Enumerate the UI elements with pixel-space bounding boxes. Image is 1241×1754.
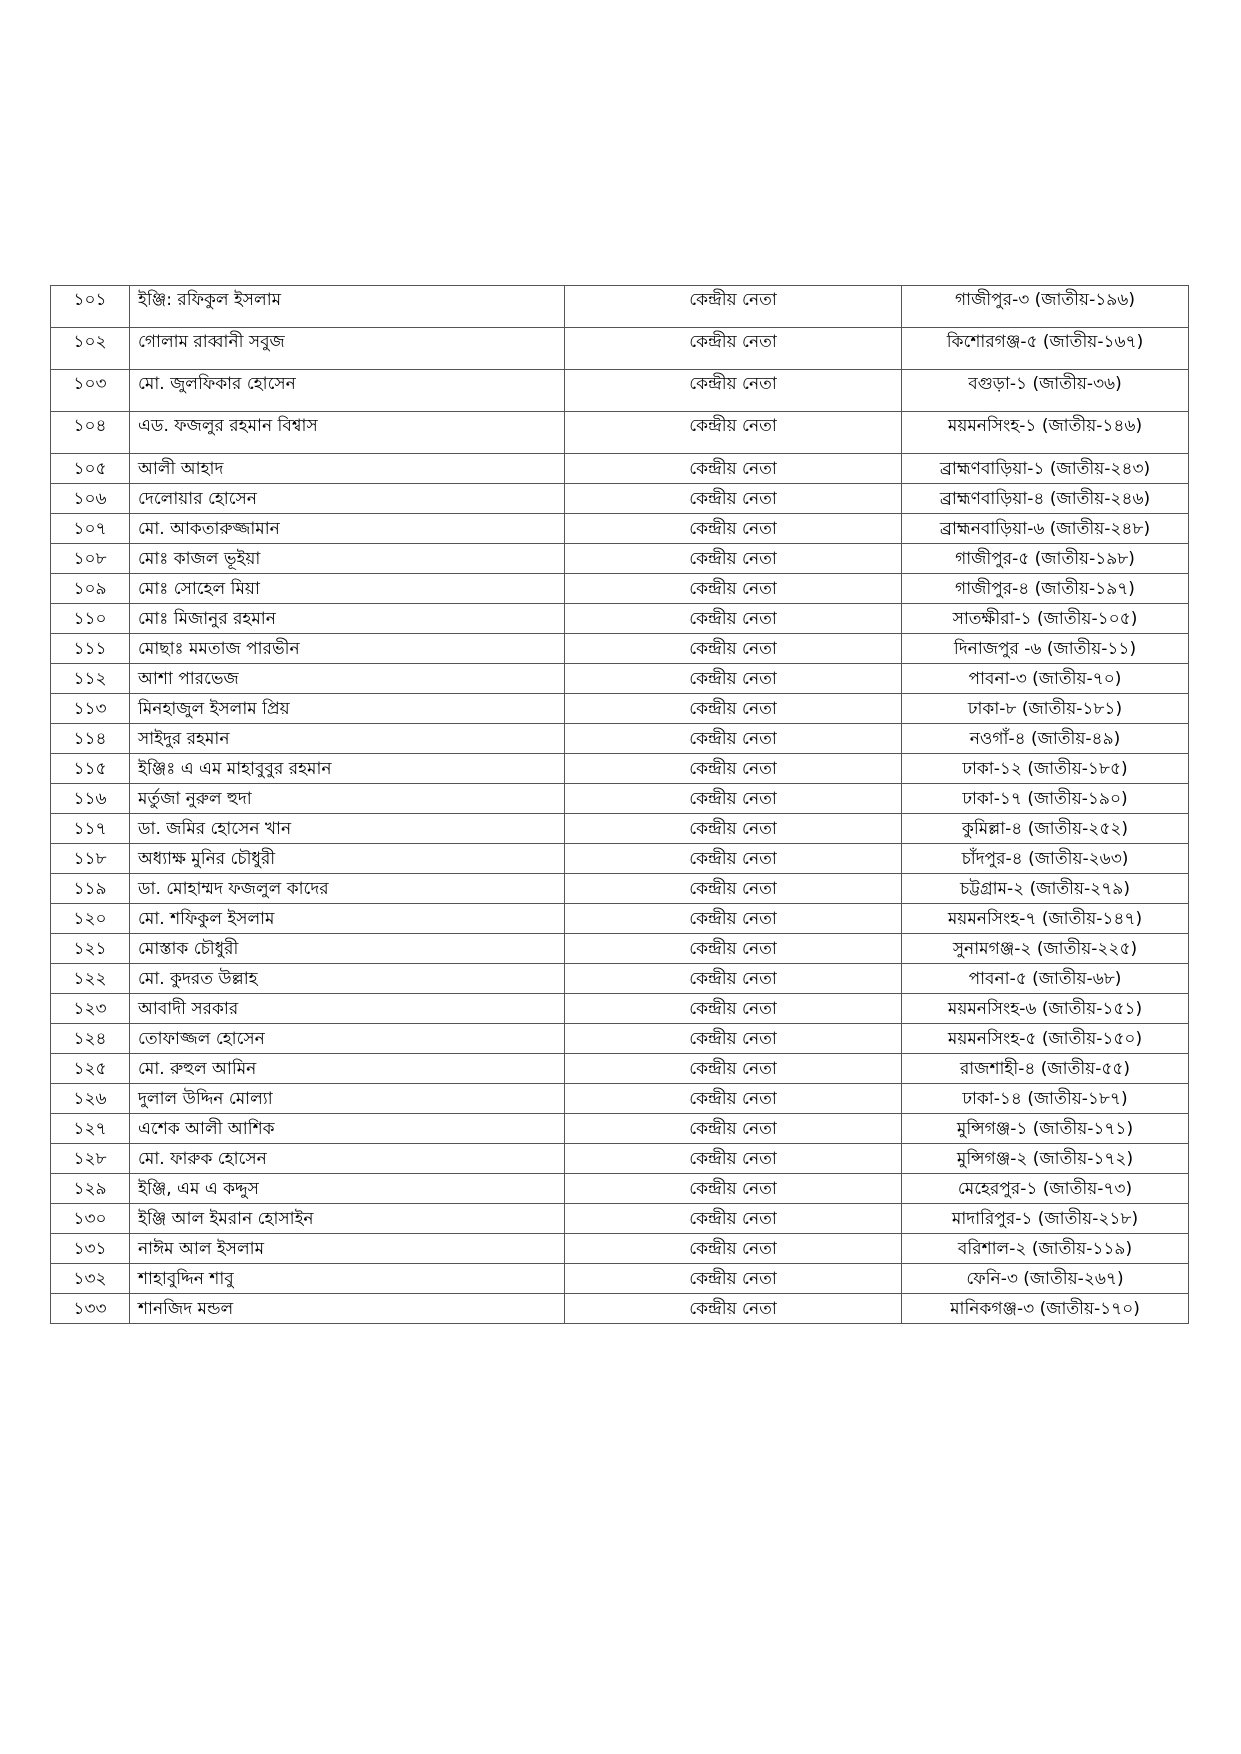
serial-number-cell: ১২৪ bbox=[51, 1024, 130, 1054]
serial-number-cell: ১১৩ bbox=[51, 694, 130, 724]
serial-number-cell: ১২১ bbox=[51, 934, 130, 964]
designation-cell: কেন্দ্রীয় নেতা bbox=[565, 754, 902, 784]
table-row bbox=[51, 604, 1189, 634]
name-cell: অধ্যাক্ষ মুনির চৌধুরী bbox=[130, 844, 565, 874]
constituency-cell: বরিশাল-২ (জাতীয়-১১৯) bbox=[902, 1234, 1189, 1264]
name-cell: দুলাল উদ্দিন মোল্যা bbox=[130, 1084, 565, 1114]
table-row bbox=[51, 1114, 1189, 1144]
constituency-cell: মানিকগঞ্জ-৩ (জাতীয়-১৭০) bbox=[902, 1294, 1189, 1324]
constituency-cell: মুন্সিগঞ্জ-২ (জাতীয়-১৭২) bbox=[902, 1144, 1189, 1174]
designation-cell: কেন্দ্রীয় নেতা bbox=[565, 1054, 902, 1084]
table-row bbox=[51, 1234, 1189, 1264]
serial-number-cell: ১২৩ bbox=[51, 994, 130, 1024]
table-row bbox=[51, 844, 1189, 874]
name-cell: নাঈম আল ইসলাম bbox=[130, 1234, 565, 1264]
serial-number-cell: ১১৫ bbox=[51, 754, 130, 784]
serial-number-cell: ১১১ bbox=[51, 634, 130, 664]
constituency-cell: দিনাজপুর -৬ (জাতীয়-১১) bbox=[902, 634, 1189, 664]
table-row bbox=[51, 874, 1189, 904]
constituency-cell: চাঁদপুর-৪ (জাতীয়-২৬৩) bbox=[902, 844, 1189, 874]
name-cell: এড. ফজলুর রহমান বিশ্বাস bbox=[130, 412, 565, 454]
name-cell: শাহাবুদ্দিন শাবু bbox=[130, 1264, 565, 1294]
name-cell: মো. রুহুল আমিন bbox=[130, 1054, 565, 1084]
designation-cell: কেন্দ্রীয় নেতা bbox=[565, 1174, 902, 1204]
table-row bbox=[51, 370, 1189, 412]
constituency-cell: সুনামগঞ্জ-২ (জাতীয়-২২৫) bbox=[902, 934, 1189, 964]
constituency-cell: বগুড়া-১ (জাতীয়-৩৬) bbox=[902, 370, 1189, 412]
name-cell: মো. শফিকুল ইসলাম bbox=[130, 904, 565, 934]
constituency-cell: মাদারিপুর-১ (জাতীয়-২১৮) bbox=[902, 1204, 1189, 1234]
name-cell: মো. কুদরত উল্লাহ bbox=[130, 964, 565, 994]
name-cell: মিনহাজুল ইসলাম প্রিয় bbox=[130, 694, 565, 724]
name-cell: মোস্তাক চৌধুরী bbox=[130, 934, 565, 964]
constituency-cell: ব্রাহ্মণবাড়িয়া-১ (জাতীয়-২৪৩) bbox=[902, 454, 1189, 484]
designation-cell: কেন্দ্রীয় নেতা bbox=[565, 694, 902, 724]
table-row bbox=[51, 1084, 1189, 1114]
serial-number-cell: ১৩১ bbox=[51, 1234, 130, 1264]
constituency-cell: রাজশাহী-৪ (জাতীয়-৫৫) bbox=[902, 1054, 1189, 1084]
table-row bbox=[51, 1144, 1189, 1174]
serial-number-cell: ১০৪ bbox=[51, 412, 130, 454]
serial-number-cell: ১০১ bbox=[51, 286, 130, 328]
name-cell: মো. ফারুক হোসেন bbox=[130, 1144, 565, 1174]
serial-number-cell: ১৩০ bbox=[51, 1204, 130, 1234]
name-cell: মর্তুজা নুরুল হুদা bbox=[130, 784, 565, 814]
designation-cell: কেন্দ্রীয় নেতা bbox=[565, 904, 902, 934]
designation-cell: কেন্দ্রীয় নেতা bbox=[565, 1084, 902, 1114]
constituency-cell: নওগাঁ-৪ (জাতীয়-৪৯) bbox=[902, 724, 1189, 754]
constituency-cell: গাজীপুর-৩ (জাতীয়-১৯৬) bbox=[902, 286, 1189, 328]
serial-number-cell: ১২৭ bbox=[51, 1114, 130, 1144]
serial-number-cell: ১১৪ bbox=[51, 724, 130, 754]
serial-number-cell: ১০৩ bbox=[51, 370, 130, 412]
designation-cell: কেন্দ্রীয় নেতা bbox=[565, 964, 902, 994]
name-cell: ইঞ্জিঃ এ এম মাহাবুবুর রহমান bbox=[130, 754, 565, 784]
name-cell: তোফাজ্জল হোসেন bbox=[130, 1024, 565, 1054]
serial-number-cell: ১১৮ bbox=[51, 844, 130, 874]
designation-cell: কেন্দ্রীয় নেতা bbox=[565, 844, 902, 874]
candidate-table bbox=[50, 285, 1189, 1324]
table-row bbox=[51, 724, 1189, 754]
serial-number-cell: ১৩২ bbox=[51, 1264, 130, 1294]
constituency-cell: পাবনা-৫ (জাতীয়-৬৮) bbox=[902, 964, 1189, 994]
designation-cell: কেন্দ্রীয় নেতা bbox=[565, 814, 902, 844]
constituency-cell: কিশোরগঞ্জ-৫ (জাতীয়-১৬৭) bbox=[902, 328, 1189, 370]
designation-cell: কেন্দ্রীয় নেতা bbox=[565, 1114, 902, 1144]
constituency-cell: ময়মনসিংহ-৫ (জাতীয়-১৫০) bbox=[902, 1024, 1189, 1054]
constituency-cell: ময়মনসিংহ-৬ (জাতীয়-১৫১) bbox=[902, 994, 1189, 1024]
designation-cell: কেন্দ্রীয় নেতা bbox=[565, 370, 902, 412]
name-cell: ডা. মোহাম্মদ ফজলুল কাদের bbox=[130, 874, 565, 904]
serial-number-cell: ১২৮ bbox=[51, 1144, 130, 1174]
name-cell: ইঞ্জি, এম এ কদ্দুস bbox=[130, 1174, 565, 1204]
designation-cell: কেন্দ্রীয় নেতা bbox=[565, 286, 902, 328]
designation-cell: কেন্দ্রীয় নেতা bbox=[565, 544, 902, 574]
table-row bbox=[51, 484, 1189, 514]
name-cell: দেলোয়ার হোসেন bbox=[130, 484, 565, 514]
designation-cell: কেন্দ্রীয় নেতা bbox=[565, 604, 902, 634]
table-row bbox=[51, 664, 1189, 694]
serial-number-cell: ১০৬ bbox=[51, 484, 130, 514]
name-cell: ইঞ্জি আল ইমরান হোসাইন bbox=[130, 1204, 565, 1234]
designation-cell: কেন্দ্রীয় নেতা bbox=[565, 994, 902, 1024]
name-cell: মোঃ মিজানুর রহমান bbox=[130, 604, 565, 634]
serial-number-cell: ১২৯ bbox=[51, 1174, 130, 1204]
constituency-cell: গাজীপুর-৪ (জাতীয়-১৯৭) bbox=[902, 574, 1189, 604]
designation-cell: কেন্দ্রীয় নেতা bbox=[565, 1234, 902, 1264]
candidate-table-body bbox=[51, 286, 1189, 1324]
constituency-cell: পাবনা-৩ (জাতীয়-৭০) bbox=[902, 664, 1189, 694]
designation-cell: কেন্দ্রীয় নেতা bbox=[565, 454, 902, 484]
table-row bbox=[51, 544, 1189, 574]
table-row bbox=[51, 934, 1189, 964]
designation-cell: কেন্দ্রীয় নেতা bbox=[565, 574, 902, 604]
designation-cell: কেন্দ্রীয় নেতা bbox=[565, 784, 902, 814]
table-row bbox=[51, 286, 1189, 328]
designation-cell: কেন্দ্রীয় নেতা bbox=[565, 664, 902, 694]
serial-number-cell: ১০৮ bbox=[51, 544, 130, 574]
name-cell: সাইদুর রহমান bbox=[130, 724, 565, 754]
serial-number-cell: ১১২ bbox=[51, 664, 130, 694]
designation-cell: কেন্দ্রীয় নেতা bbox=[565, 1144, 902, 1174]
constituency-cell: ব্রাহ্মণবাড়িয়া-৪ (জাতীয়-২৪৬) bbox=[902, 484, 1189, 514]
table-row bbox=[51, 454, 1189, 484]
designation-cell: কেন্দ্রীয় নেতা bbox=[565, 1204, 902, 1234]
table-row bbox=[51, 964, 1189, 994]
name-cell: মোছাঃ মমতাজ পারভীন bbox=[130, 634, 565, 664]
table-row bbox=[51, 1054, 1189, 1084]
table-row bbox=[51, 994, 1189, 1024]
table-row bbox=[51, 514, 1189, 544]
table-row bbox=[51, 1264, 1189, 1294]
designation-cell: কেন্দ্রীয় নেতা bbox=[565, 412, 902, 454]
table-row bbox=[51, 1024, 1189, 1054]
name-cell: আবাদী সরকার bbox=[130, 994, 565, 1024]
serial-number-cell: ১০৭ bbox=[51, 514, 130, 544]
serial-number-cell: ১২৫ bbox=[51, 1054, 130, 1084]
serial-number-cell: ১২০ bbox=[51, 904, 130, 934]
serial-number-cell: ১১৯ bbox=[51, 874, 130, 904]
table-row bbox=[51, 814, 1189, 844]
constituency-cell: সাতক্ষীরা-১ (জাতীয়-১০৫) bbox=[902, 604, 1189, 634]
constituency-cell: মুন্সিগঞ্জ-১ (জাতীয়-১৭১) bbox=[902, 1114, 1189, 1144]
designation-cell: কেন্দ্রীয় নেতা bbox=[565, 934, 902, 964]
designation-cell: কেন্দ্রীয় নেতা bbox=[565, 484, 902, 514]
name-cell: এশেক আলী আশিক bbox=[130, 1114, 565, 1144]
serial-number-cell: ১২২ bbox=[51, 964, 130, 994]
name-cell: মো. জুলফিকার হোসেন bbox=[130, 370, 565, 412]
name-cell: শানজিদ মন্ডল bbox=[130, 1294, 565, 1324]
serial-number-cell: ১২৬ bbox=[51, 1084, 130, 1114]
constituency-cell: ময়মনসিংহ-৭ (জাতীয়-১৪৭) bbox=[902, 904, 1189, 934]
name-cell: মোঃ সোহেল মিয়া bbox=[130, 574, 565, 604]
designation-cell: কেন্দ্রীয় নেতা bbox=[565, 724, 902, 754]
constituency-cell: ময়মনসিংহ-১ (জাতীয়-১৪৬) bbox=[902, 412, 1189, 454]
table-row bbox=[51, 1204, 1189, 1234]
serial-number-cell: ১১০ bbox=[51, 604, 130, 634]
serial-number-cell: ১১৬ bbox=[51, 784, 130, 814]
designation-cell: কেন্দ্রীয় নেতা bbox=[565, 1264, 902, 1294]
table-row bbox=[51, 904, 1189, 934]
serial-number-cell: ১১৭ bbox=[51, 814, 130, 844]
serial-number-cell: ১০৫ bbox=[51, 454, 130, 484]
designation-cell: কেন্দ্রীয় নেতা bbox=[565, 634, 902, 664]
constituency-cell: গাজীপুর-৫ (জাতীয়-১৯৮) bbox=[902, 544, 1189, 574]
table-row bbox=[51, 1174, 1189, 1204]
table-row bbox=[51, 694, 1189, 724]
constituency-cell: ঢাকা-১৭ (জাতীয়-১৯০) bbox=[902, 784, 1189, 814]
table-row bbox=[51, 634, 1189, 664]
table-row bbox=[51, 1294, 1189, 1324]
name-cell: মোঃ কাজল ভূইয়া bbox=[130, 544, 565, 574]
designation-cell: কেন্দ্রীয় নেতা bbox=[565, 1024, 902, 1054]
name-cell: ইঞ্জি: রফিকুল ইসলাম bbox=[130, 286, 565, 328]
designation-cell: কেন্দ্রীয় নেতা bbox=[565, 514, 902, 544]
name-cell: আশা পারভেজ bbox=[130, 664, 565, 694]
name-cell: আলী আহাদ bbox=[130, 454, 565, 484]
constituency-cell: ঢাকা-১২ (জাতীয়-১৮৫) bbox=[902, 754, 1189, 784]
serial-number-cell: ১০৯ bbox=[51, 574, 130, 604]
name-cell: ডা. জমির হোসেন খান bbox=[130, 814, 565, 844]
constituency-cell: কুমিল্লা-৪ (জাতীয়-২৫২) bbox=[902, 814, 1189, 844]
constituency-cell: মেহেরপুর-১ (জাতীয়-৭৩) bbox=[902, 1174, 1189, 1204]
constituency-cell: চট্টগ্রাম-২ (জাতীয়-২৭৯) bbox=[902, 874, 1189, 904]
serial-number-cell: ১৩৩ bbox=[51, 1294, 130, 1324]
table-row bbox=[51, 754, 1189, 784]
designation-cell: কেন্দ্রীয় নেতা bbox=[565, 1294, 902, 1324]
name-cell: মো. আকতারুজ্জামান bbox=[130, 514, 565, 544]
constituency-cell: ব্রাহ্মনবাড়িয়া-৬ (জাতীয়-২৪৮) bbox=[902, 514, 1189, 544]
designation-cell: কেন্দ্রীয় নেতা bbox=[565, 328, 902, 370]
constituency-cell: ফেনি-৩ (জাতীয়-২৬৭) bbox=[902, 1264, 1189, 1294]
table-row bbox=[51, 574, 1189, 604]
table-row bbox=[51, 412, 1189, 454]
serial-number-cell: ১০২ bbox=[51, 328, 130, 370]
table-row bbox=[51, 328, 1189, 370]
constituency-cell: ঢাকা-৮ (জাতীয়-১৮১) bbox=[902, 694, 1189, 724]
name-cell: গোলাম রাব্বানী সবুজ bbox=[130, 328, 565, 370]
table-row bbox=[51, 784, 1189, 814]
constituency-cell: ঢাকা-১৪ (জাতীয়-১৮৭) bbox=[902, 1084, 1189, 1114]
designation-cell: কেন্দ্রীয় নেতা bbox=[565, 874, 902, 904]
